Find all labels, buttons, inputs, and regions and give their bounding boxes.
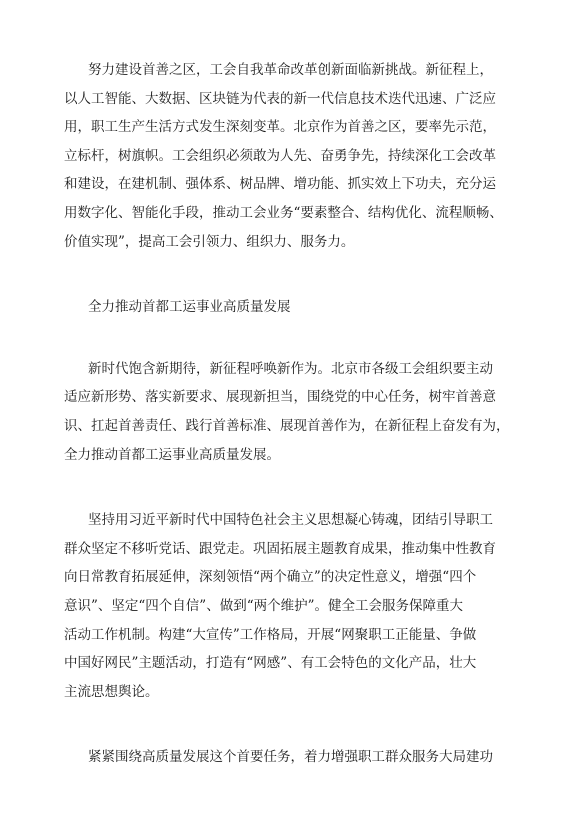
text-line: 以人工智能、大数据、区块链为代表的新一代信息技术迭代迅速、广泛应 <box>64 90 496 107</box>
text-line: 全力推动首都工运事业高质量发展。 <box>64 446 280 463</box>
text-line: 价值实现”，提高工会引领力、组织力、服务力。 <box>64 233 355 250</box>
text-line: 识、扛起首善责任、践行首善标准、展现首善作为，在新征程上奋发有为， <box>64 417 510 434</box>
text-line: 主流思想舆论。 <box>64 683 159 700</box>
paragraph-1 <box>64 56 514 256</box>
text-line: 用数字化、智能化手段，推动工会业务“要素整合、结构优化、流程顺畅、 <box>64 204 503 221</box>
text-line: 紧紧围绕高质量发展这个首要任务，着力增强职工群众服务大局建功 <box>88 749 493 766</box>
text-line: 坚持用习近平新时代中国特色社会主义思想凝心铸魂，团结引导职工 <box>88 512 493 529</box>
text-line: 新时代饱含新期待，新征程呼唤新作为。北京市各级工会组织要主动 <box>88 360 493 377</box>
text-line: 适应新形势、落实新要求、展现新担当，围绕党的中心任务，树牢首善意 <box>64 389 496 406</box>
paragraph-4 <box>88 743 514 772</box>
text-line: 用，职工生产生活方式发生深刻变革。北京作为首善之区，要率先示范， <box>64 119 496 136</box>
text-line: 中国好网民”主题活动，打造有“网感”、有工会特色的文化产品，壮大 <box>64 655 477 672</box>
text-line: 和建设，在建机制、强体系、树品牌、增功能、抓实效上下功夫，充分运 <box>64 176 496 193</box>
paragraph-3 <box>64 506 514 706</box>
text-line: 意识”、坚定“四个自信”、做到“两个维护”。健全工会服务保障重大 <box>64 597 464 614</box>
text-line: 群众坚定不移听党话、跟党走。巩固拓展主题教育成果，推动集中性教育 <box>64 540 496 557</box>
text-line: 活动工作机制。构建“大宣传”工作格局，开展“网聚职工正能量、争做 <box>64 626 477 643</box>
section-heading: 全力推动首都工运事业高质量发展 <box>88 299 291 316</box>
text-line: 向日常教育拓展延伸，深刻领悟“两个确立”的决定性意义，增强“四个 <box>64 569 477 586</box>
text-line: 努力建设首善之区，工会自我革命改革创新面临新挑战。新征程上， <box>88 62 493 78</box>
text-line: 立标杆，树旗帜。工会组织必须敢为人先、奋勇争先，持续深化工会改革 <box>64 147 496 164</box>
paragraph-2 <box>64 355 514 469</box>
